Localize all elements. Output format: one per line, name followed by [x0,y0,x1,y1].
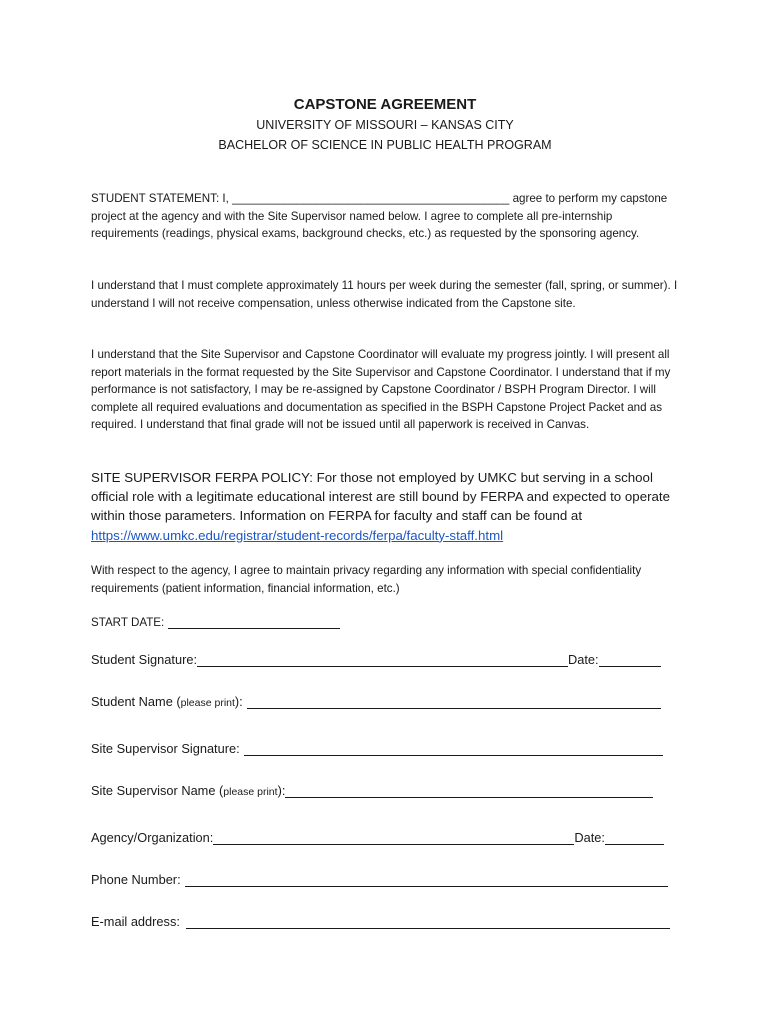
agency-label: Agency/Organization: [91,830,214,845]
site-supervisor-signature-label: Site Supervisor Signature: [91,741,240,756]
program-name: BACHELOR OF SCIENCE IN PUBLIC HEALTH PROGRAM [218,138,552,152]
start-date-label: START DATE: [91,616,165,629]
document-title: CAPSTONE AGREEMENT [293,96,477,113]
document-header [0,95,770,155]
university-name: UNIVERSITY OF MISSOURI – KANSAS CITY [256,118,514,132]
student-name-blank[interactable]: ___________________________________________ [232,192,510,205]
site-supervisor-name-input[interactable] [285,783,653,798]
site-supervisor-name-hint: please print [223,786,278,798]
site-supervisor-name-label-close: ): [277,783,286,798]
ferpa-link[interactable]: https://www.umkc.edu/registrar/student-records/ferpa/faculty-staff.html [91,527,504,543]
student-signature-input[interactable] [197,652,568,667]
phone-input[interactable] [185,872,668,887]
student-statement-text: agree to perform my capstone project at the agency and with the Site Supervisor named below. I agree to complete all pre-internship requirements (readings, physical exams, background checks, etc.) as requested by the sponsoring agency. [91,192,668,240]
site-supervisor-signature-input[interactable] [244,741,663,756]
agency-date-input[interactable] [605,830,664,845]
evaluation-paragraph: I understand that the Site Supervisor and Capstone Coordinator will evaluate my progress jointly. I will present all report materials in the format requested by the Site Supervisor and Capstone Coordinator. I understand that if my performance is not satisfactory, I may be re-assigned by Capstone Coordinator / BSPH Program Director. I will complete all required evaluations and documentation as specified in the BSPH Capstone Project Packet and as required. I understand that final grade will not be issued until all paperwork is received in Canvas. [91,348,671,431]
student-signature-label: Student Signature: [91,652,198,667]
site-supervisor-name-label: Site Supervisor Name ( [91,783,224,798]
agency-field [91,830,664,845]
student-name-hint: please print [180,697,235,709]
student-name-input[interactable] [247,694,661,709]
privacy-paragraph: With respect to the agency, I agree to maintain privacy regarding any information with special confidentiality requirements (patient information, financial information, etc.) [91,564,642,595]
email-input[interactable] [186,914,670,929]
phone-label: Phone Number: [91,872,181,887]
agency-date-label: Date: [574,830,605,845]
student-name-field [91,694,661,709]
phone-field [91,872,668,887]
site-supervisor-name-field [91,783,653,798]
student-statement [91,190,681,243]
student-signature-field [91,652,661,667]
ferpa-policy-text: SITE SUPERVISOR FERPA POLICY: For those not employed by UMKC but serving in a school official role with a legitimate educational interest are still bound by FERPA and expected to operate within those parameters. Information on FERPA for faculty and staff can be found at [91,470,670,524]
agency-input[interactable] [213,830,574,845]
student-signature-date-label: Date: [568,652,599,667]
email-field [91,914,670,929]
student-statement-lead: STUDENT STATEMENT: I, [91,192,229,205]
hours-paragraph: I understand that I must complete approximately 11 hours per week during the semester (fall, spring, or summer). I understand I will not receive compensation, unless otherwise indicated from the Capstone site. [91,279,678,310]
start-date-field [91,614,340,629]
student-name-label-close: ): [234,694,243,709]
start-date-input[interactable] [168,614,340,629]
email-label: E-mail address: [91,914,180,929]
site-supervisor-signature-field [91,741,663,756]
student-name-label: Student Name ( [91,694,181,709]
student-signature-date-input[interactable] [599,652,661,667]
ferpa-policy [91,468,681,545]
